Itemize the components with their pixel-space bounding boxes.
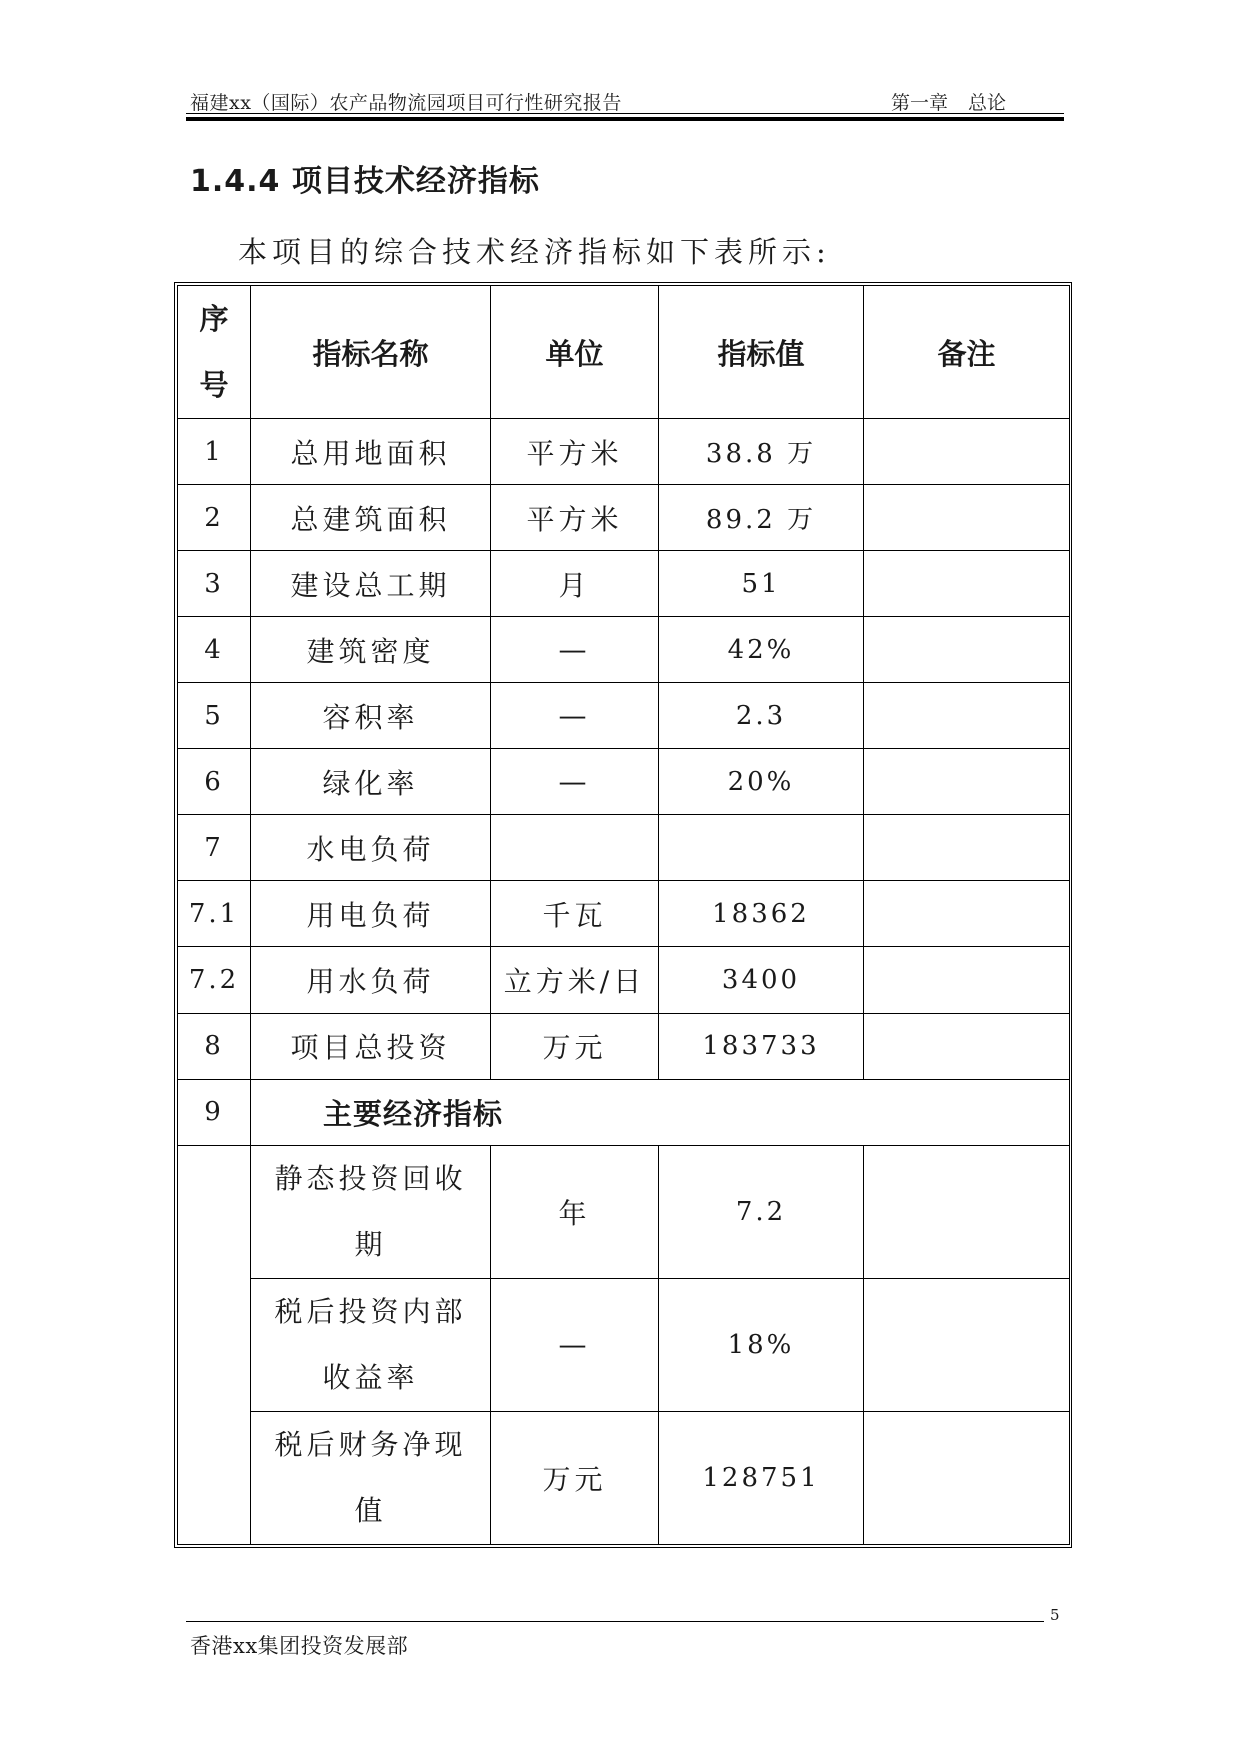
cell-note <box>864 881 1070 947</box>
table-row <box>178 881 1070 947</box>
cell-note <box>864 1411 1070 1544</box>
cell-no: 7 <box>178 815 251 881</box>
cell-unit: 年 <box>491 1145 659 1278</box>
group-row <box>178 1278 1070 1411</box>
cell-unit: 立方米/日 <box>491 947 659 1013</box>
cell-no: 5 <box>178 683 251 749</box>
cell-name: 总建筑面积 <box>251 485 491 551</box>
cell-note <box>864 485 1070 551</box>
cell-value: 183733 <box>659 1013 864 1079</box>
header-indicator-name: 指标名称 <box>251 286 491 419</box>
cell-name: 税后财务净现值 <box>251 1411 491 1544</box>
cell-value: 128751 <box>659 1411 864 1544</box>
cell-value: 2.3 <box>659 683 864 749</box>
cell-unit: 平方米 <box>491 485 659 551</box>
cell-note <box>864 419 1070 485</box>
cell-note <box>864 1013 1070 1079</box>
footer-rule <box>186 1621 1044 1622</box>
indicator-table <box>177 285 1070 1545</box>
cell-name: 静态投资回收期 <box>251 1145 491 1278</box>
group-no: 9 <box>178 1079 251 1145</box>
group-row <box>178 1145 1070 1278</box>
cell-unit: 万元 <box>491 1013 659 1079</box>
footer-organization: 香港xx集团投资发展部 <box>190 1634 409 1658</box>
cell-unit: 千瓦 <box>491 881 659 947</box>
indicator-table-frame <box>174 282 1072 1548</box>
cell-name: 用电负荷 <box>251 881 491 947</box>
cell-value: 38.8 万 <box>659 419 864 485</box>
cell-unit <box>491 815 659 881</box>
group-blank-seq-cell <box>178 1145 251 1544</box>
cell-value: 18% <box>659 1278 864 1411</box>
section-title: 1.4.4 项目技术经济指标 <box>190 164 540 199</box>
header-rule-thin <box>186 113 1064 114</box>
cell-note <box>864 1145 1070 1278</box>
cell-note <box>864 815 1070 881</box>
cell-value: 3400 <box>659 947 864 1013</box>
cell-note <box>864 617 1070 683</box>
cell-unit: 月 <box>491 551 659 617</box>
header-unit: 单位 <box>491 286 659 419</box>
table-row <box>178 947 1070 1013</box>
header-seq-char-1: 序 <box>199 302 229 337</box>
cell-unit: — <box>491 617 659 683</box>
table-row <box>178 749 1070 815</box>
cell-name: 建筑密度 <box>251 617 491 683</box>
table-row <box>178 617 1070 683</box>
cell-no: 2 <box>178 485 251 551</box>
cell-value: 18362 <box>659 881 864 947</box>
cell-name: 总用地面积 <box>251 419 491 485</box>
cell-unit: — <box>491 683 659 749</box>
cell-no: 7.2 <box>178 947 251 1013</box>
cell-name: 税后投资内部收益率 <box>251 1278 491 1411</box>
table-header-row <box>178 286 1070 419</box>
cell-value: 42% <box>659 617 864 683</box>
cell-note <box>864 749 1070 815</box>
cell-unit: — <box>491 749 659 815</box>
cell-value: 51 <box>659 551 864 617</box>
cell-unit: 万元 <box>491 1411 659 1544</box>
group-row <box>178 1411 1070 1544</box>
cell-name: 容积率 <box>251 683 491 749</box>
cell-value: 20% <box>659 749 864 815</box>
table-row <box>178 551 1070 617</box>
header-seq-char-2: 号 <box>199 368 229 403</box>
cell-name: 绿化率 <box>251 749 491 815</box>
cell-value: 89.2 万 <box>659 485 864 551</box>
cell-name: 建设总工期 <box>251 551 491 617</box>
header-seq <box>178 286 251 419</box>
header-rule-thick <box>186 117 1064 121</box>
cell-no: 8 <box>178 1013 251 1079</box>
table-row <box>178 485 1070 551</box>
cell-no: 3 <box>178 551 251 617</box>
cell-note <box>864 683 1070 749</box>
cell-name: 项目总投资 <box>251 1013 491 1079</box>
page-number: 5 <box>1050 1606 1060 1624</box>
cell-unit: — <box>491 1278 659 1411</box>
cell-note <box>864 947 1070 1013</box>
table-row <box>178 419 1070 485</box>
cell-no: 4 <box>178 617 251 683</box>
header-document-title: 福建xx（国际）农产品物流园项目可行性研究报告 <box>190 92 622 114</box>
cell-no: 7.1 <box>178 881 251 947</box>
header-note: 备注 <box>864 286 1070 419</box>
group-label: 主要经济指标 <box>251 1079 1070 1145</box>
cell-no: 1 <box>178 419 251 485</box>
cell-note <box>864 1278 1070 1411</box>
header-value: 指标值 <box>659 286 864 419</box>
cell-no: 6 <box>178 749 251 815</box>
cell-name: 用水负荷 <box>251 947 491 1013</box>
group-header-row <box>178 1079 1070 1145</box>
cell-note <box>864 551 1070 617</box>
cell-value <box>659 815 864 881</box>
table-row <box>178 815 1070 881</box>
header-chapter: 第一章 总论 <box>891 92 1007 114</box>
cell-value: 7.2 <box>659 1145 864 1278</box>
cell-unit: 平方米 <box>491 419 659 485</box>
table-row <box>178 1013 1070 1079</box>
table-row <box>178 683 1070 749</box>
cell-name: 水电负荷 <box>251 815 491 881</box>
intro-paragraph: 本项目的综合技术经济指标如下表所示: <box>238 235 831 269</box>
